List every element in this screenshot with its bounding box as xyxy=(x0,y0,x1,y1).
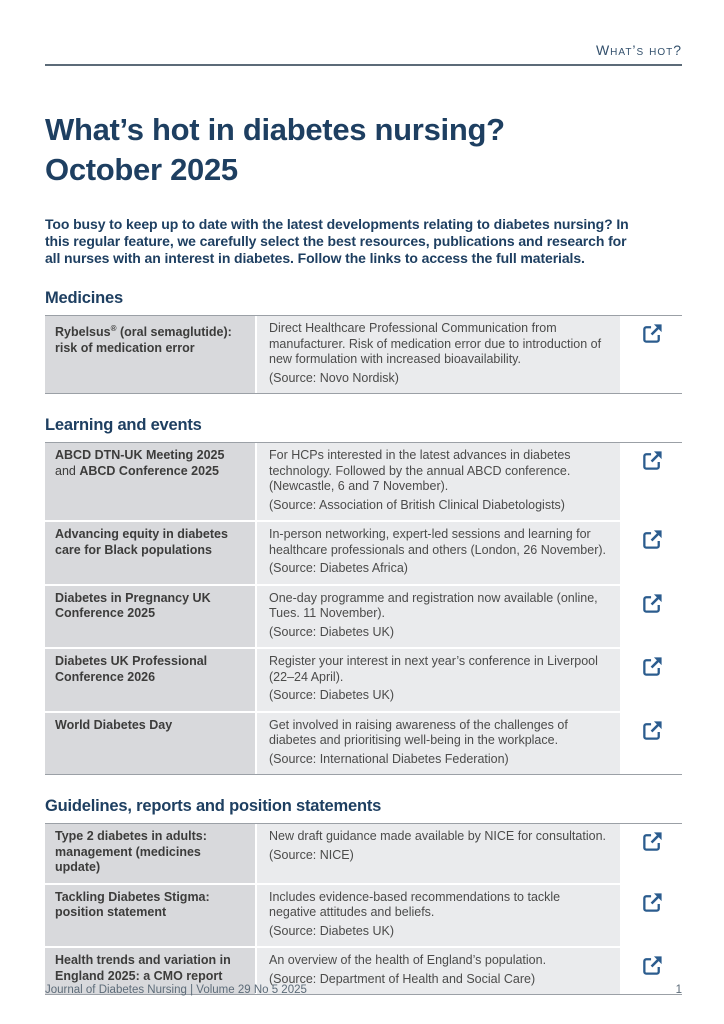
table-row xyxy=(45,711,682,775)
row-description-cell xyxy=(257,824,620,883)
section-heading-medicines: Medicines xyxy=(45,289,123,307)
external-link-button[interactable] xyxy=(641,891,664,914)
row-title: Diabetes UK Professional Conference 2026 xyxy=(45,649,255,711)
row-source: (Source: Association of British Clinical Diabetologists) xyxy=(269,497,565,512)
learning-and-events-table xyxy=(45,442,682,775)
external-link-button[interactable] xyxy=(641,528,664,551)
row-link-cell xyxy=(622,522,682,584)
external-link-icon xyxy=(641,528,664,551)
row-link-cell xyxy=(622,649,682,711)
row-title: Type 2 diabetes in adults: management (medicines update) xyxy=(45,824,255,883)
external-link-icon xyxy=(641,592,664,615)
external-link-icon xyxy=(641,655,664,678)
row-link-cell xyxy=(622,824,682,883)
row-description-cell xyxy=(257,316,620,393)
row-title: Advancing equity in diabetes care for Black populations xyxy=(45,522,255,584)
external-link-button[interactable] xyxy=(641,719,664,742)
external-link-icon xyxy=(641,891,664,914)
row-title: Health trends and variation in England 2025: a CMO report xyxy=(45,948,255,994)
footer-journal-info: Journal of Diabetes Nursing | Volume 29 No 5 2025 xyxy=(45,984,307,996)
row-description: Get involved in raising awareness of the challenges of diabetes and prioritising well-being in the workplace. xyxy=(269,717,568,747)
page-title-line2: October 2025 xyxy=(45,152,238,187)
row-description: Includes evidence-based recommendations to tackle negative attitudes and beliefs. xyxy=(269,889,561,919)
external-link-icon xyxy=(641,719,664,742)
row-description-cell xyxy=(257,885,620,947)
section-heading-learning-and-events: Learning and events xyxy=(45,416,202,434)
row-description: For HCPs interested in the latest advances in diabetes technology. Followed by the annual ABCD conference. (Newcastle, 6 and 7 November). xyxy=(269,448,571,493)
row-source: (Source: Novo Nordisk) xyxy=(269,370,399,385)
guidelines-table xyxy=(45,823,682,995)
external-link-button[interactable] xyxy=(641,449,664,472)
row-source: (Source: NICE) xyxy=(269,847,354,862)
row-source: (Source: Diabetes UK) xyxy=(269,923,395,938)
row-description-cell xyxy=(257,713,620,775)
running-head: What’s hot? xyxy=(595,42,682,58)
row-description: Direct Healthcare Professional Communication from manufacturer. Risk of medication error due to introduction of new formulation with increased bioavailability. xyxy=(269,321,602,366)
table-row xyxy=(45,316,682,393)
external-link-button[interactable] xyxy=(641,655,664,678)
row-link-cell xyxy=(622,316,682,393)
external-link-icon xyxy=(641,954,664,977)
footer-page-number: 1 xyxy=(675,984,682,996)
row-description: An overview of the health of England’s population. xyxy=(269,953,547,967)
row-title: Diabetes in Pregnancy UK Conference 2025 xyxy=(45,586,255,648)
external-link-icon xyxy=(641,322,664,345)
table-row xyxy=(45,520,682,584)
medicines-table xyxy=(45,315,682,394)
section-heading-guidelines: Guidelines, reports and position statements xyxy=(45,797,382,815)
external-link-button[interactable] xyxy=(641,954,664,977)
intro-paragraph: Too busy to keep up to date with the latest developments relating to diabetes nursing? In this regular feature, we carefully select the best resources, publications and research for all nurses with an interest in diabetes. Follow the links to access the full materials. xyxy=(45,216,629,266)
registered-trademark-symbol: ® xyxy=(110,324,117,333)
row-source: (Source: Diabetes UK) xyxy=(269,688,395,702)
table-row xyxy=(45,883,682,947)
row-description: Register your interest in next year’s conference in Liverpool (22–24 April). xyxy=(269,654,598,684)
table-row xyxy=(45,584,682,648)
row-source: (Source: Diabetes Africa) xyxy=(269,561,408,575)
table-row xyxy=(45,647,682,711)
row-description-cell xyxy=(257,522,620,584)
row-source: (Source: Department of Health and Social Care) xyxy=(269,971,536,986)
row-description-cell xyxy=(257,443,620,520)
row-description: New draft guidance made available by NICE for consultation. xyxy=(269,829,606,843)
row-link-cell xyxy=(622,713,682,775)
row-source: (Source: Diabetes UK) xyxy=(269,624,395,639)
external-link-icon xyxy=(641,449,664,472)
external-link-icon xyxy=(641,830,664,853)
row-title: Rybelsus® (oral semaglutide): risk of medication error xyxy=(45,316,255,393)
row-link-cell xyxy=(622,443,682,520)
row-description-cell xyxy=(257,586,620,648)
external-link-button[interactable] xyxy=(641,592,664,615)
row-description-cell xyxy=(257,649,620,711)
table-row xyxy=(45,824,682,883)
row-link-cell xyxy=(622,586,682,648)
row-title: Tackling Diabetes Stigma: position statement xyxy=(45,885,255,947)
header-rule xyxy=(45,64,682,66)
page-title-line1: What’s hot in diabetes nursing? xyxy=(45,112,505,147)
external-link-button[interactable] xyxy=(641,322,664,345)
page-title xyxy=(45,110,682,190)
row-description: One-day programme and registration now available (online, Tues. 11 November). xyxy=(269,590,598,620)
page-footer xyxy=(45,984,682,996)
table-row xyxy=(45,443,682,520)
row-title: ABCD DTN-UK Meeting 2025 and ABCD Conference 2025 xyxy=(45,443,255,520)
external-link-button[interactable] xyxy=(641,830,664,853)
row-title: World Diabetes Day xyxy=(45,713,255,775)
row-description: In-person networking, expert-led sessions and learning for healthcare professionals and others (London, 26 November). xyxy=(269,527,607,557)
row-source: (Source: International Diabetes Federation) xyxy=(269,751,509,766)
row-link-cell xyxy=(622,885,682,947)
